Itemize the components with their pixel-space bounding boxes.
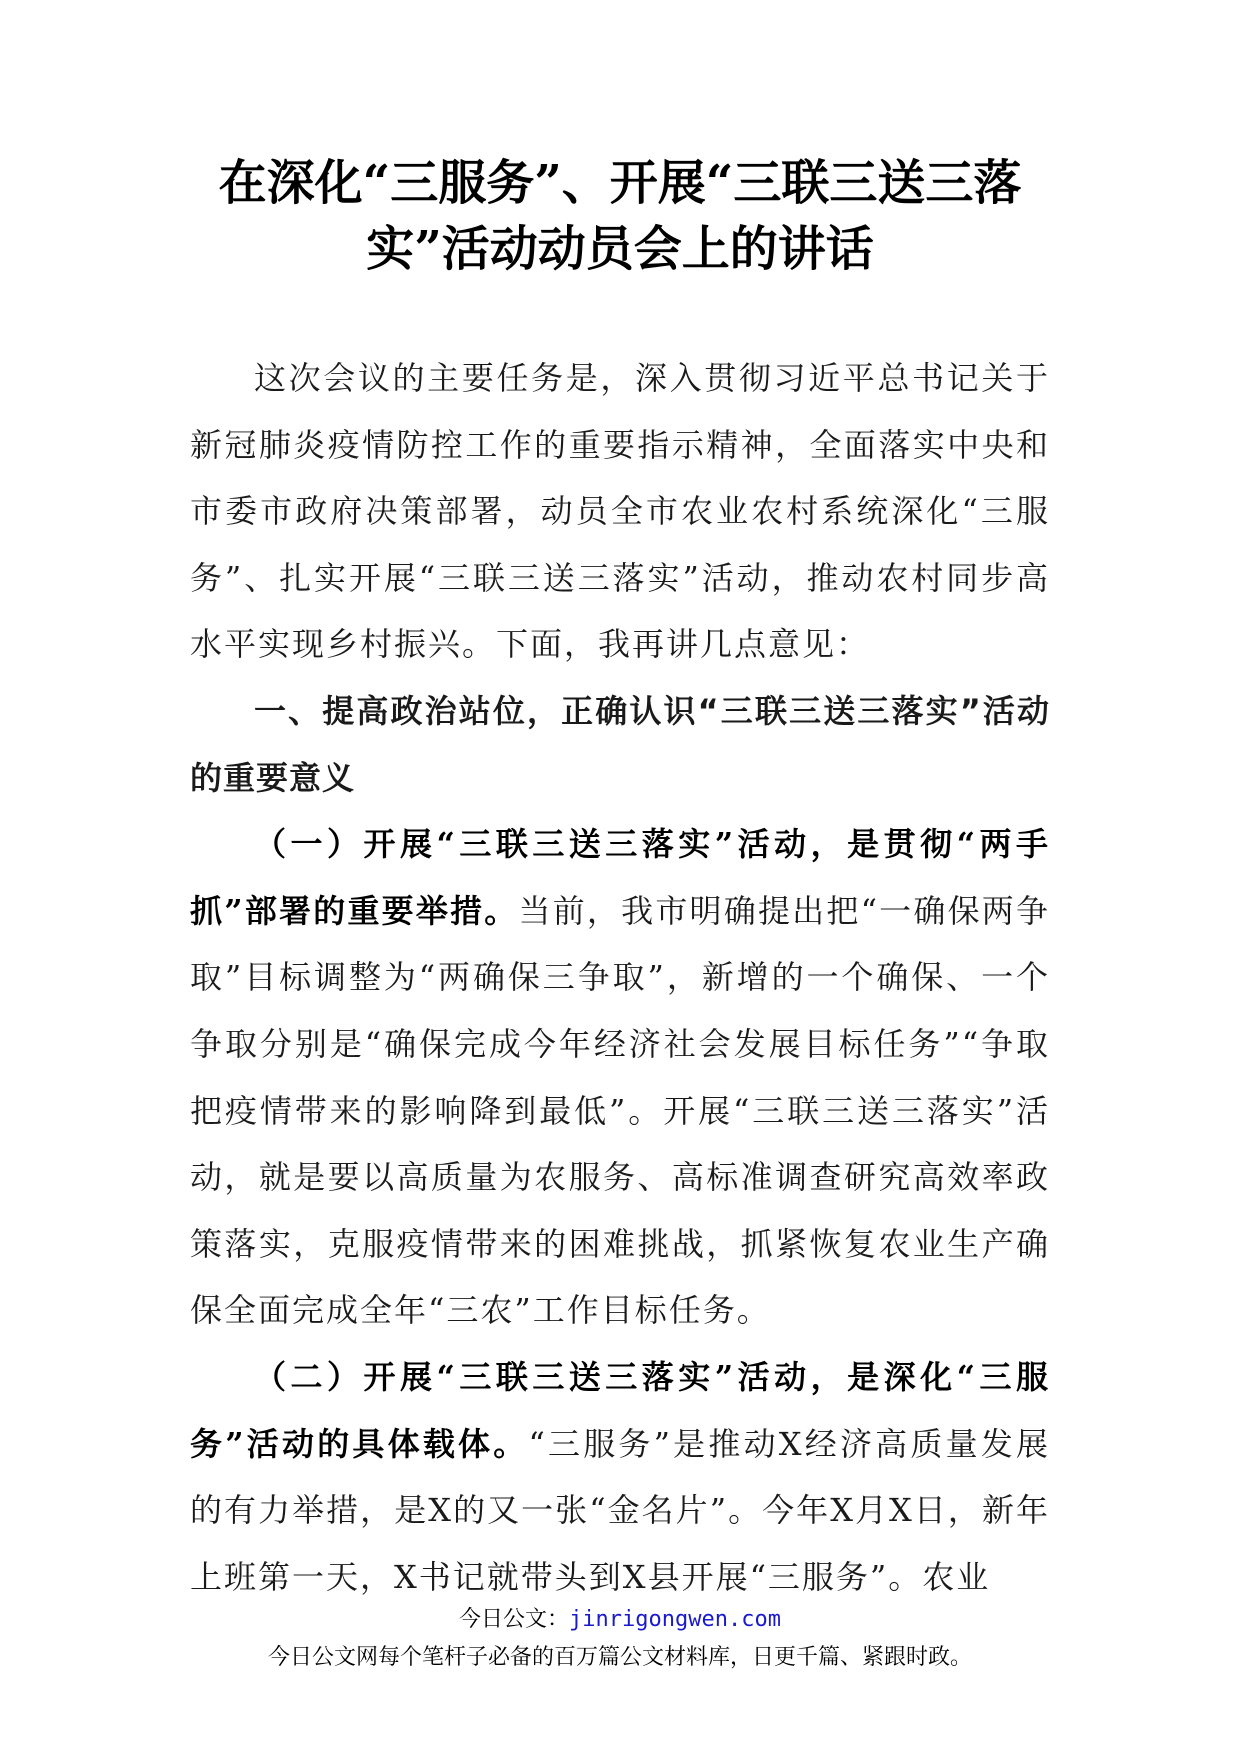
paragraph-2	[190, 1344, 1050, 1610]
footer-slogan: 今日公文网每个笔杆子必备的百万篇公文材料库，日更千篇、紧跟时政。	[267, 1645, 972, 1670]
paragraph-1-body: 当前，我市明确提出把“一确保两争取”目标调整为“两确保三争取”，新增的一个确保、一个争取分别是“确保完成今年经济社会发展目标任务”“争取把疫情带来的影响降到最低”。开展“三联三送三落实”活动，就是要以高质量为农服务、高标准调查研究高效率政策落实，克服疫情带来的困难挑战，抓紧恢复农业生产确保全面完成全年“三农”工作目标任务。	[190, 891, 1050, 1330]
paragraph-1-lead: （一）开展“三联三送三落实”活动，是贯彻“两手抓”部署的重要举措。	[190, 825, 1050, 930]
footer-label: 今日公文：	[459, 1607, 570, 1632]
footer-site-link[interactable]: jinrigongwen.com	[569, 1607, 781, 1632]
paragraph-2-body: “三服务”是推动X经济高质量发展的有力举措，是X的又一张“金名片”。今年X月X日，新年上班第一天，X书记就带头到X县开展“三服务”。农业	[190, 1424, 1050, 1596]
paragraph-1	[190, 811, 1050, 1344]
intro-paragraph: 这次会议的主要任务是，深入贯彻习近平总书记关于新冠肺炎疫情防控工作的重要指示精神，全面落实中央和市委市政府决策部署，动员全市农业农村系统深化“三服务”、扎实开展“三联三送三落实”活动，推动农村同步高水平实现乡村振兴。下面，我再讲几点意见：	[190, 359, 1050, 664]
paragraph-2-lead: （二）开展“三联三送三落实”活动，是深化“三服务”活动的具体载体。	[190, 1357, 1050, 1463]
document-title: 在深化“三服务”、开展“三联三送三落实”活动动员会上的讲话	[218, 155, 1022, 277]
document-body	[190, 345, 1050, 1610]
footer-source	[0, 1605, 1240, 1635]
section-heading-1: 一、提高政治站位，正确认识“三联三送三落实”活动的重要意义	[190, 691, 1050, 797]
